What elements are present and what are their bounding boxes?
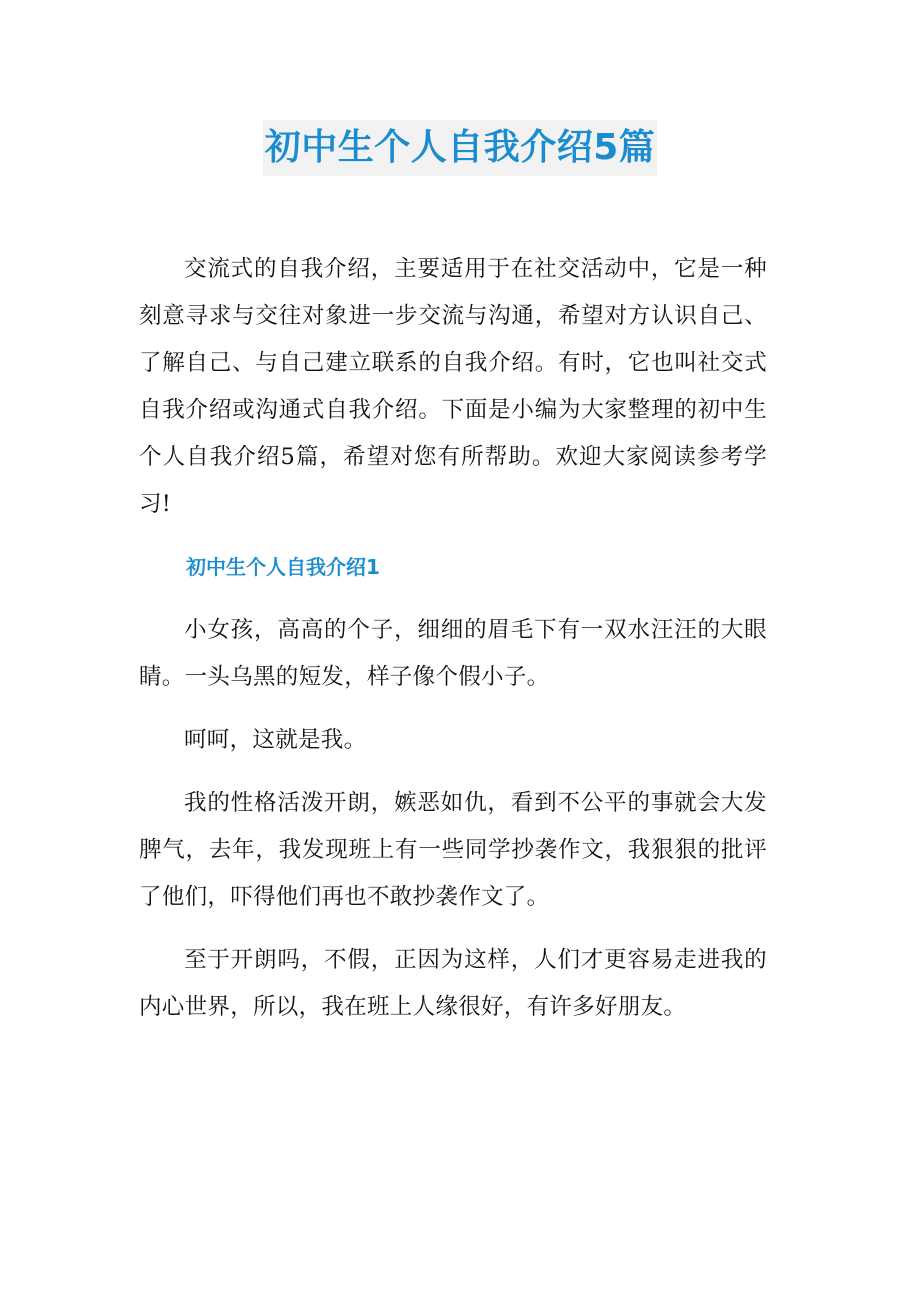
body-paragraph: 呵呵，这就是我。 (184, 727, 367, 753)
body-paragraph: 至于开朗吗，不假，正因为这样，人们才更容易走进我的内心世界，所以，我在班上人缘很好，有许多好朋友。 (139, 947, 767, 1020)
section-heading: 初中生个人自我介绍1 (186, 555, 380, 579)
title-container (0, 120, 920, 176)
document-title: 初中生个人自我介绍5篇 (263, 120, 658, 176)
intro-paragraph: 交流式的自我介绍，主要适用于在社交活动中，它是一种刻意寻求与交往对象进一步交流与沟通，希望对方认识自己、了解自己、与自己建立联系的自我介绍。有时，它也叫社交式自我介绍或沟通式自我介绍。下面是小编为大家整理的初中生个人自我介绍5篇，希望对您有所帮助。欢迎大家阅读参考学习! (139, 256, 767, 517)
body-paragraph: 我的性格活泼开朗，嫉恶如仇，看到不公平的事就会大发脾气，去年，我发现班上有一些同学抄袭作文，我狠狠的批评了他们，吓得他们再也不敢抄袭作文了。 (139, 790, 767, 910)
body-paragraph: 小女孩，高高的个子，细细的眉毛下有一双水汪汪的大眼睛。一头乌黑的短发，样子像个假小子。 (139, 617, 767, 690)
document-body (139, 246, 767, 1047)
